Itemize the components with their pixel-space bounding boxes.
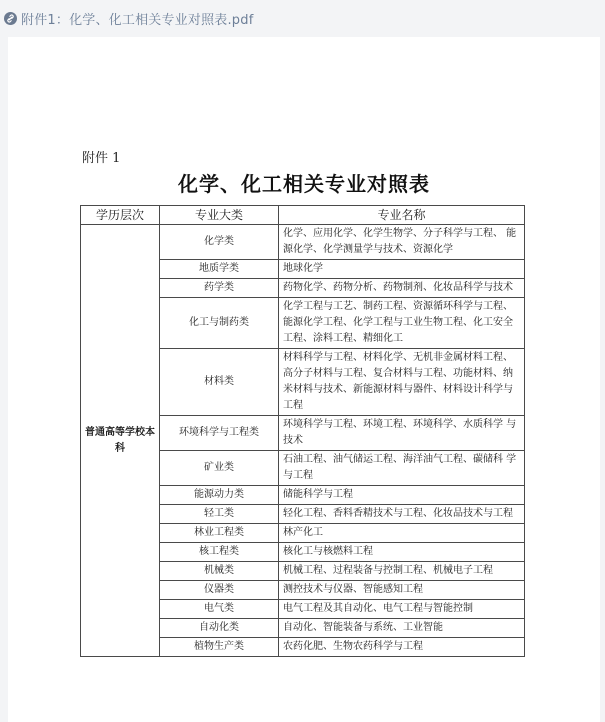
document-title: 化学、化工相关专业对照表 [178,172,430,196]
majors-cell: 石油工程、油气储运工程、海洋油气工程、碳储科 学与工程 [279,451,525,486]
majors-cell: 林产化工 [279,524,525,543]
majors-cell: 机械工程、过程装备与控制工程、机械电子工程 [279,562,525,581]
majors-cell: 环境科学与工程、环境工程、环境科学、水质科学 与技术 [279,416,525,451]
category-cell: 能源动力类 [160,486,279,505]
category-cell: 地质学类 [160,260,279,279]
majors-cell: 电气工程及其自动化、电气工程与智能控制 [279,600,525,619]
category-cell: 化工与制药类 [160,298,279,349]
majors-cell: 轻化工程、香料香精技术与工程、化妆品技术与工程 [279,505,525,524]
category-cell: 仪器类 [160,581,279,600]
category-cell: 机械类 [160,562,279,581]
category-cell: 药学类 [160,279,279,298]
appendix-label: 附件 1 [82,151,121,166]
category-cell: 矿业类 [160,451,279,486]
majors-cell: 化学工程与工艺、制药工程、资源循环科学与工程、能源化学工程、化学工程与工业生物工程、化工安全工程、涂料工程、精细化工 [279,298,525,349]
header-level: 学历层次 [81,206,160,225]
category-cell: 电气类 [160,600,279,619]
header-category: 专业大类 [160,206,279,225]
category-cell: 材料类 [160,349,279,416]
majors-cell: 核化工与核燃料工程 [279,543,525,562]
table-row [81,225,525,260]
attachment-bar[interactable] [0,0,605,36]
header-majors: 专业名称 [279,206,525,225]
category-cell: 化学类 [160,225,279,260]
category-cell: 林业工程类 [160,524,279,543]
category-cell: 轻工类 [160,505,279,524]
link-icon [4,12,17,25]
major-mapping-table [80,205,525,657]
majors-cell: 测控技术与仪器、智能感知工程 [279,581,525,600]
education-level-cell: 普通高等学校本科 [81,225,160,657]
table-header-row [81,206,525,225]
category-cell: 核工程类 [160,543,279,562]
majors-cell: 材料科学与工程、材料化学、无机非金属材料工程、高分子材料与工程、复合材料与工程、功能材料、纳米材料与技术、新能源材料与器件、材料设计科学与工程 [279,349,525,416]
category-cell: 自动化类 [160,619,279,638]
majors-cell: 化学、应用化学、化学生物学、分子科学与工程、 能源化学、化学测量学与技术、资源化学 [279,225,525,260]
majors-cell: 药物化学、药物分析、药物制剂、化妆品科学与技术 [279,279,525,298]
category-cell: 植物生产类 [160,638,279,657]
majors-cell: 自动化、智能装备与系统、工业智能 [279,619,525,638]
category-cell: 环境科学与工程类 [160,416,279,451]
pdf-page [8,37,600,722]
majors-cell: 地球化学 [279,260,525,279]
majors-cell: 农药化肥、生物农药科学与工程 [279,638,525,657]
majors-cell: 储能科学与工程 [279,486,525,505]
attachment-filename[interactable]: 附件1：化学、化工相关专业对照表.pdf [21,12,254,28]
